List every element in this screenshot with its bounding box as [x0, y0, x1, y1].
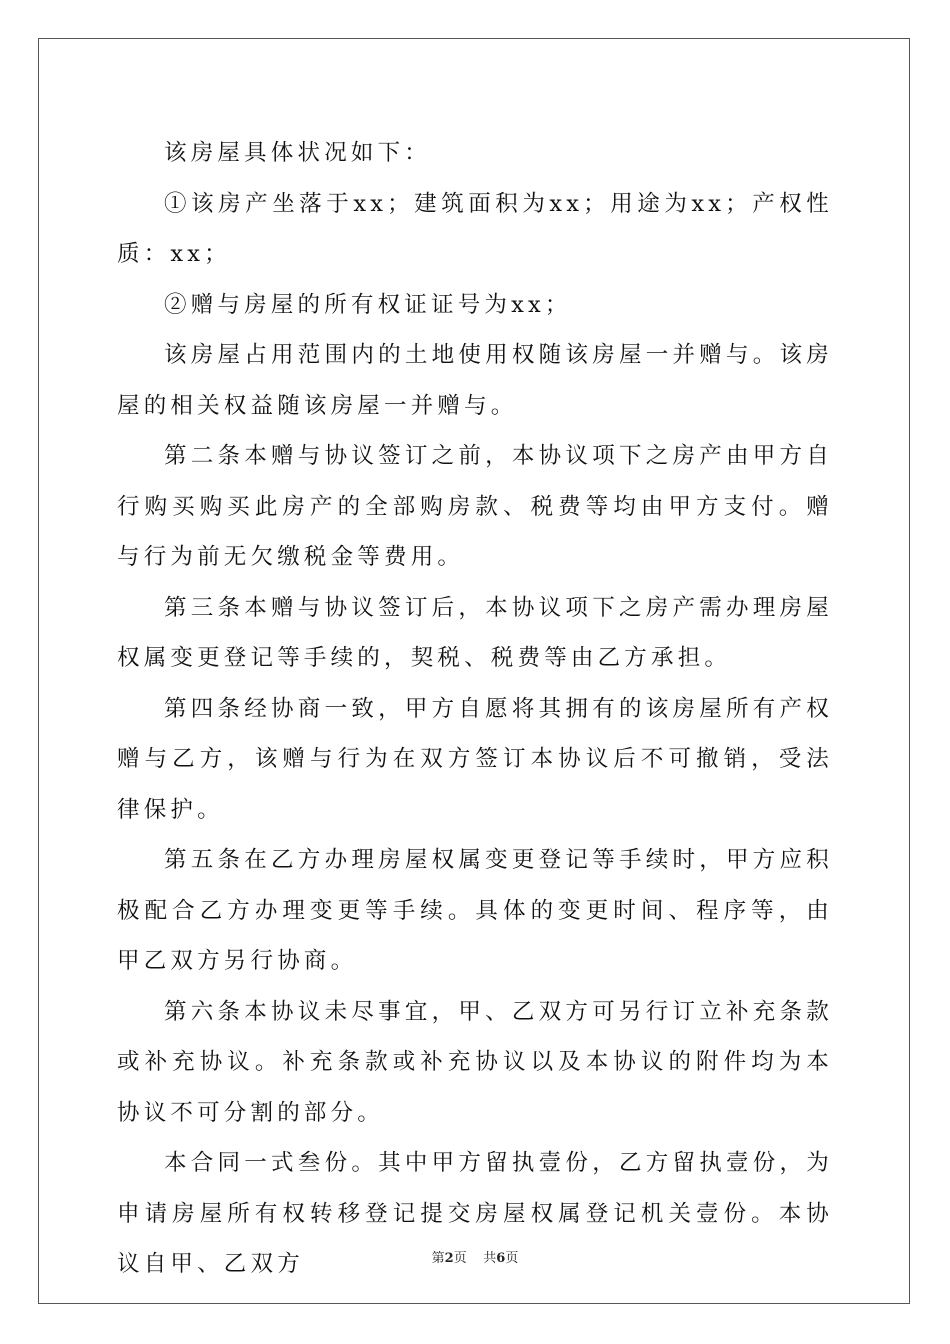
- paragraph: ②赠与房屋的所有权证证号为xx；: [164, 291, 572, 318]
- document-body: [117, 128, 833, 1290]
- total-prefix: 共: [483, 1251, 497, 1266]
- paragraph: ①该房产坐落于xx；建筑面积为xx；用途为xx；产权性质：xx；: [117, 190, 833, 267]
- page-prefix: 第: [431, 1251, 445, 1266]
- total-suffix: 页: [505, 1251, 519, 1266]
- paragraph: 第三条本赠与协议签订后，本协议项下之房产需办理房屋权属变更登记等手续的，契税、税费等由乙方承担。: [117, 594, 833, 671]
- page-number: 2: [444, 1251, 454, 1266]
- page-footer: [0, 1247, 950, 1266]
- paragraph: 第四条经协商一致，甲方自愿将其拥有的该房屋所有产权赠与乙方，该赠与行为在双方签订本协议后不可撤销，受法律保护。: [117, 695, 833, 823]
- paragraph: 该房屋具体状况如下：: [164, 140, 432, 166]
- paragraph: 第二条本赠与协议签订之前，本协议项下之房产由甲方自行购买购买此房产的全部购房款、税费等均由甲方支付。赠与行为前无欠缴税金等费用。: [117, 443, 833, 570]
- page-suffix: 页: [453, 1251, 467, 1266]
- paragraph: 第六条本协议未尽事宜，甲、乙双方可另行订立补充条款或补充协议。补充条款或补充协议以及本协议的附件均为本协议不可分割的部分。: [117, 998, 833, 1126]
- paragraph: 该房屋占用范围内的土地使用权随该房屋一并赠与。该房屋的相关权益随该房屋一并赠与。: [117, 342, 833, 419]
- total-pages: 6: [496, 1251, 506, 1266]
- paragraph: 本合同一式叁份。其中甲方留执壹份，乙方留执壹份，为申请房屋所有权转移登记提交房屋权属登记机关壹份。本协议自甲、乙双方: [117, 1150, 833, 1277]
- paragraph: 第五条在乙方办理房屋权属变更登记等手续时，甲方应积极配合乙方办理变更等手续。具体的变更时间、程序等，由甲乙双方另行协商。: [117, 847, 833, 974]
